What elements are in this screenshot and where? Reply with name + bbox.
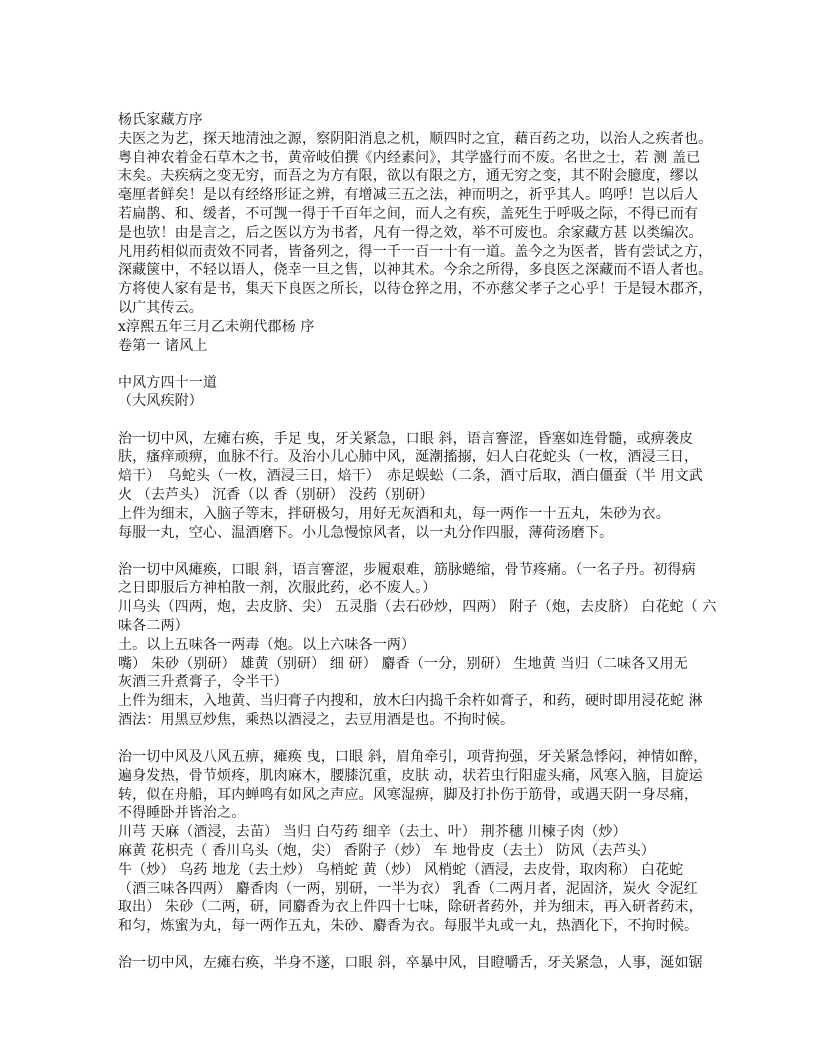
text-line: 夫医之为艺，探天地清浊之源，察阴阳消息之机，顺四时之宜，藉百药之功，以治人之疾者也。 bbox=[118, 130, 713, 147]
text-line: 麻黄 花枳壳（ 香川乌头（炮，尖） 香附子（炒） 车 地骨皮（去土） 防风（去芦头） bbox=[118, 843, 655, 860]
text-line: 不得睡卧并皆治之。 bbox=[118, 805, 246, 822]
text-line: 灰酒三升煮膏子，令半干） bbox=[118, 674, 288, 691]
text-line: 粤自神农着金石草木之书，黄帝岐伯撰《内经素问》，其学盛行而不废。名世之士，若 测 盖已 bbox=[118, 149, 701, 166]
blank-line bbox=[118, 355, 718, 373]
document-title: 杨氏家藏方序 bbox=[118, 112, 203, 128]
text-line: 深藏箧中，不轻以语人，侥幸一旦之售，以神其术。今余之所得，多良医之深藏而不语人者也。 bbox=[118, 262, 713, 279]
text-line: 酒法：用黑豆炒焦，乘热以酒浸之，去豆用酒是也。不拘时候。 bbox=[118, 712, 515, 728]
text-line: 以广其传云。 bbox=[118, 299, 203, 316]
text-line: 之日即服后方神柏散一剂，次服此药，必不废人。） bbox=[118, 580, 437, 597]
text-line: 治一切中风，左瘫右痪，半身不遂，口眼 斜，卒暴中风，目瞪嚼舌，牙关紧急，人事，涎如锯 bbox=[118, 955, 703, 972]
text-line: 土。以上五味各一两毒（炮。以上六味各一两） bbox=[118, 636, 416, 653]
text-line: 和匀，炼蜜为丸，每一两作五丸，朱砂、麝香为衣。每服半丸或一丸，热酒化下，不拘时候。 bbox=[118, 918, 699, 935]
text-line: （酒三味各四两） 麝香肉（一两，别研，一半为衣） 乳香（二两月者，泥固济，炭火 令泥红 bbox=[118, 880, 698, 897]
text-line: 末矣。夫疾病之变无穷，而吾之为方有限，欲以有限之方，通无穷之变，其不附会臆度，缪以 bbox=[118, 168, 699, 185]
text-line: 川芎 天麻（酒浸，去苗） 当归 白芍药 细辛（去土、叶） 荆芥穗 川楝子肉（炒） bbox=[118, 824, 627, 841]
blank-line bbox=[118, 411, 718, 429]
document-page bbox=[118, 111, 718, 973]
blank-line bbox=[118, 730, 718, 748]
text-line: 上件为细末，入地黄、当归膏子内搜和，放木臼内捣千余杵如膏子，和药，硬时即用浸花蛇 淋 bbox=[118, 693, 703, 710]
text-line: 味各二两） bbox=[118, 618, 189, 635]
blank-line bbox=[118, 936, 718, 954]
text-line: 是也欤！由是言之，后之医以方为书者，凡有一得之效，举不可废也。余家藏方甚 以类编次。 bbox=[118, 224, 703, 241]
text-line: 转，似在舟船，耳内蝉鸣有如风之声应。风寒湿痹，脚及打扑伤于筋骨，或遇天阴一身尽痛， bbox=[118, 786, 699, 803]
text-line: 川乌头（四两，炮，去皮脐、尖） 五灵脂（去石砂炒，四两） 附子（炮，去皮脐） 白花蛇（ 六 bbox=[118, 599, 717, 616]
text-line: x淳熙五年三月乙未朔代郡杨 序 bbox=[118, 318, 315, 335]
text-line: 嘴） 朱砂（别研） 雄黄（别研） 细 研） 麝香（一分，别研） 生地黄 当归（二味各又用无 bbox=[118, 655, 688, 672]
text-line: 方将使人家有是书，集天下良医之所长，以待仓猝之用，不亦慈父孝子之心乎！于是锓木郡齐， bbox=[118, 281, 713, 298]
text-line: 每服一丸，空心、温酒磨下。小儿急慢惊风者，以一丸分作四服，薄荷汤磨下。 bbox=[118, 524, 614, 541]
text-line: 取出） 朱砂（二两，研，同麝香为衣上件四十七味，除研者药外，并为细末，再入研者药末， bbox=[118, 899, 703, 916]
text-line: 卷第一 诸风上 bbox=[118, 337, 208, 354]
text-line: 肤，瘙痒顽痹，血脉不行。及治小儿心肺中风，涎潮搐搦，妇人白花蛇头（一枚，酒浸三日， bbox=[118, 449, 699, 466]
text-line: 治一切中风及八风五痹，瘫痪 曳，口眼 斜，眉角牵引，项背拘强，牙关紧急悸闷，神情如醉， bbox=[118, 749, 708, 766]
text-line: 遍身发热，骨节烦疼，肌肉麻木，腰膝沉重，皮肤 动，状若虫行阳虚头痛，风寒入脑，目旋运 bbox=[118, 767, 703, 784]
text-line: 中风方四十一道 bbox=[118, 374, 218, 391]
text-line: 治一切中风瘫痪，口眼 斜，语言謇涩，步履艰难，筋脉蜷缩，骨节疼痛。（一名子丹。初得病 bbox=[118, 561, 696, 578]
text-line: 牛（炒） 乌药 地龙（去土炒） 乌梢蛇 黄（炒） 风梢蛇（酒浸，去皮骨，取肉称） 白花蛇 bbox=[118, 861, 684, 878]
text-line: 治一切中风，左瘫右痪，手足 曳，牙关紧急，口眼 斜，语言謇涩，昏塞如连骨髓，或痹袭皮 bbox=[118, 430, 694, 447]
text-line: 凡用药相似而责效不同者，皆备列之，得一千一百一十有一道。盖今之为医者，皆有尝试之方， bbox=[118, 243, 713, 260]
text-line: 上件为细末，入脑子等末，拌研极匀，用好无灰酒和丸，每一两作一十五丸，朱砂为衣。 bbox=[118, 505, 670, 522]
text-line: 毫厘者鲜矣！是以有经络形证之辨，有增减三五之法，神而明之，祈乎其人。呜呼！岂以后人 bbox=[118, 187, 699, 204]
text-line: 火 （去芦头） 沉香（以 香（别研） 没药（别研） bbox=[118, 486, 434, 503]
text-line: （大风疾附） bbox=[118, 393, 203, 410]
text-line: 若扁鹊、和、缓者，不可觊一得于千百年之间，而人之有疾，盖死生于呼吸之际，不得已而有 bbox=[118, 205, 699, 222]
blank-line bbox=[118, 542, 718, 560]
text-line: 焙干） 乌蛇头（一枚，酒浸三日，焙干） 赤足蜈蚣（二条，酒寸后取，酒白僵蚕（半 用文武 bbox=[118, 468, 703, 485]
